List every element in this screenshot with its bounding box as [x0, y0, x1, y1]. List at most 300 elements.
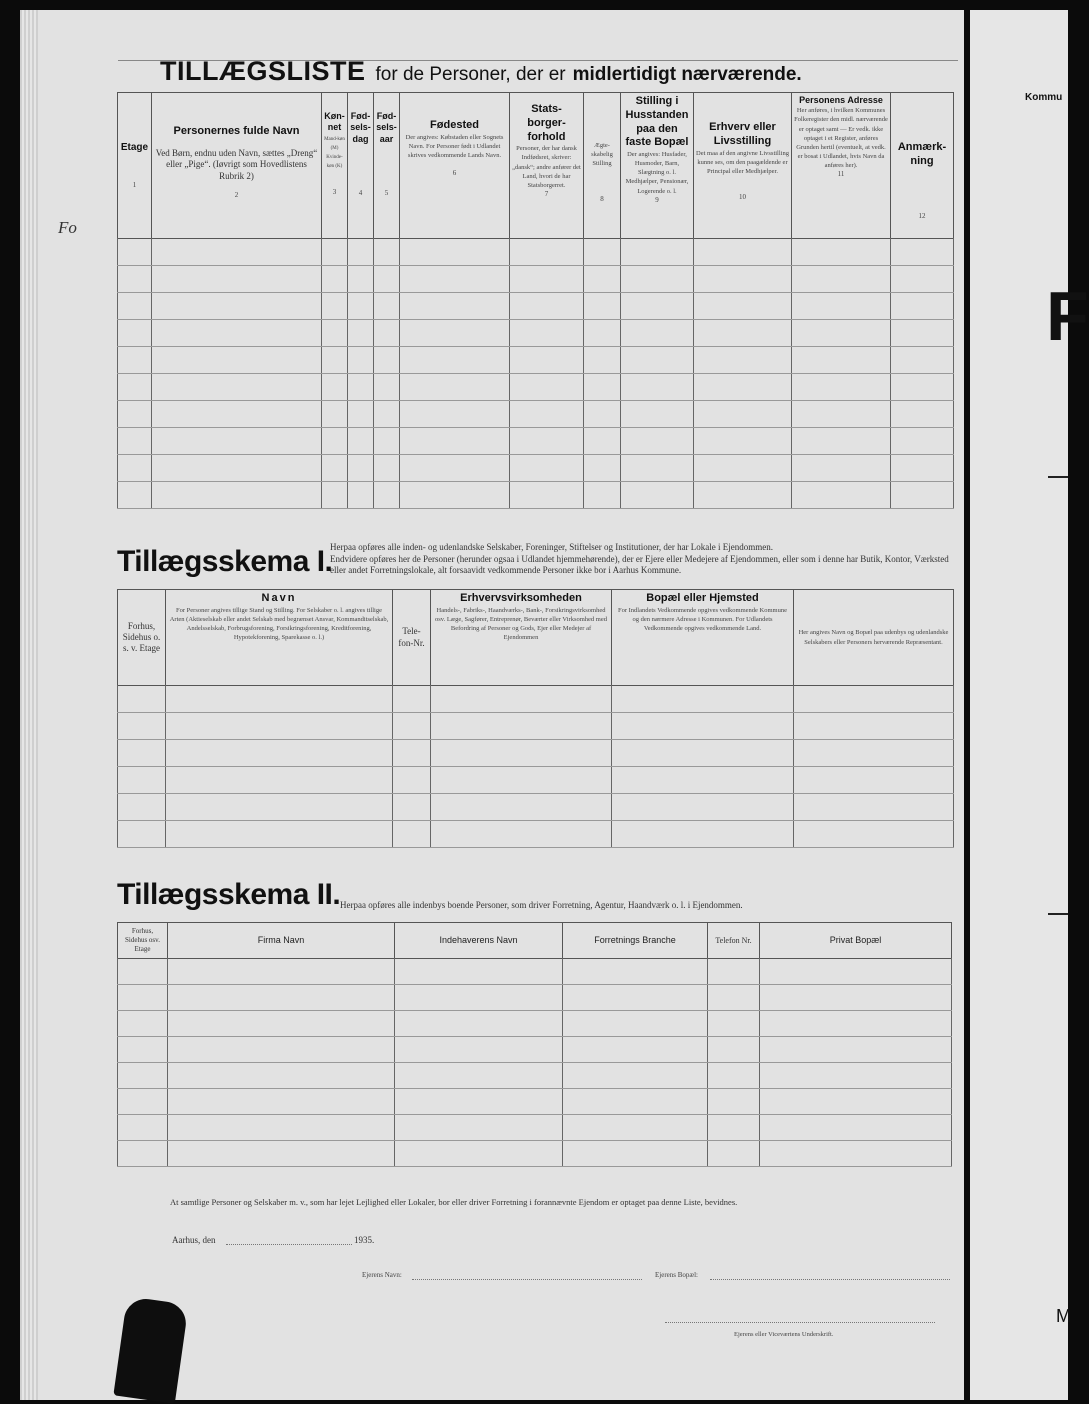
- list-row: [118, 481, 954, 508]
- skema2-cell[interactable]: [760, 1088, 952, 1114]
- list-cell[interactable]: [510, 427, 584, 454]
- owner-name-field[interactable]: [412, 1279, 642, 1280]
- skema2-cell[interactable]: [563, 1140, 708, 1166]
- list-cell[interactable]: [621, 400, 694, 427]
- col-head-erhverv: Erhverv eller Livsstilling: [709, 121, 776, 147]
- skema1-cell[interactable]: [393, 793, 431, 820]
- list-cell[interactable]: [584, 400, 621, 427]
- skema1-cell[interactable]: [431, 685, 612, 712]
- list-cell[interactable]: [891, 373, 954, 400]
- skema2-cell[interactable]: [118, 1114, 168, 1140]
- list-cell[interactable]: [348, 346, 374, 373]
- skema1-cell[interactable]: [612, 739, 794, 766]
- skema1-cell[interactable]: [393, 685, 431, 712]
- skema2-cell[interactable]: [563, 984, 708, 1010]
- skema2-table: [117, 922, 952, 959]
- skema1-cell[interactable]: [166, 820, 393, 847]
- list-cell[interactable]: [584, 238, 621, 265]
- list-cell[interactable]: [694, 427, 792, 454]
- margin-handwriting: Fo: [58, 218, 77, 237]
- skema2-cell[interactable]: [118, 958, 168, 984]
- list-cell[interactable]: [348, 454, 374, 481]
- list-cell[interactable]: [322, 346, 348, 373]
- list-cell[interactable]: [118, 265, 152, 292]
- title-rest-bold: midlertidigt nærværende.: [572, 64, 802, 85]
- skema2-cell[interactable]: [760, 1062, 952, 1088]
- list-row-grid: [117, 238, 954, 509]
- list-cell[interactable]: [118, 427, 152, 454]
- skema1-cell[interactable]: [794, 766, 954, 793]
- list-cell[interactable]: [152, 373, 322, 400]
- list-cell[interactable]: [400, 454, 510, 481]
- list-cell[interactable]: [891, 265, 954, 292]
- skema1-header-row: [118, 590, 954, 686]
- skema1-cell[interactable]: [794, 685, 954, 712]
- skema1-title-text: Tillægsskema I.: [117, 545, 333, 578]
- facing-page-label: Kommu: [1025, 92, 1063, 103]
- skema1-cell[interactable]: [612, 820, 794, 847]
- skema1-note-repraesentant: Her angives Navn og Bopæl paa udenbys og udenlandske Selskabers eller Personers herværende Repræsentant.: [798, 629, 949, 646]
- list-cell[interactable]: [891, 454, 954, 481]
- list-cell[interactable]: [694, 454, 792, 481]
- skema1-cell[interactable]: [794, 739, 954, 766]
- list-cell[interactable]: [400, 427, 510, 454]
- col-number: 6: [452, 168, 457, 177]
- skema1-intro: [330, 542, 955, 577]
- skema1-note-bopael: For Indlandets Vedkommende opgives vedkommende Kommune og den nærmere Adresse i Kommunen. For Udlandets Vedkommende opgives vedkommende Land.: [617, 606, 788, 632]
- skema2-col-telefon: Telefon Nr.: [715, 935, 752, 945]
- list-cell[interactable]: [374, 481, 400, 508]
- skema1-cell[interactable]: [612, 793, 794, 820]
- list-cell[interactable]: [322, 373, 348, 400]
- skema2-cell[interactable]: [708, 1088, 760, 1114]
- list-cell[interactable]: [322, 319, 348, 346]
- skema2-cell[interactable]: [118, 1062, 168, 1088]
- list-row: [118, 292, 954, 319]
- skema2-cell[interactable]: [168, 958, 395, 984]
- list-cell[interactable]: [792, 427, 891, 454]
- skema1-cell[interactable]: [118, 793, 166, 820]
- skema2-cell[interactable]: [760, 984, 952, 1010]
- list-cell[interactable]: [374, 292, 400, 319]
- skema1-cell[interactable]: [431, 712, 612, 739]
- skema2-cell[interactable]: [563, 958, 708, 984]
- skema1-cell[interactable]: [393, 766, 431, 793]
- skema2-col-bopael: Privat Bopæl: [829, 934, 882, 945]
- list-cell[interactable]: [694, 238, 792, 265]
- list-cell[interactable]: [348, 265, 374, 292]
- skema2-cell[interactable]: [118, 1140, 168, 1166]
- skema1-cell[interactable]: [431, 820, 612, 847]
- list-cell[interactable]: [400, 373, 510, 400]
- list-cell[interactable]: [400, 265, 510, 292]
- skema1-cell[interactable]: [118, 820, 166, 847]
- list-cell[interactable]: [374, 346, 400, 373]
- list-cell[interactable]: [400, 238, 510, 265]
- skema1-cell[interactable]: [393, 820, 431, 847]
- col-number: 5: [384, 188, 389, 197]
- place-date-label: Aarhus, den: [172, 1235, 216, 1245]
- list-cell[interactable]: [374, 454, 400, 481]
- skema2-intro: Herpaa opføres alle indenbys boende Personer, som driver Forretning, Agentur, Haandværk o. l. i Ejendommen.: [340, 900, 743, 910]
- list-cell[interactable]: [792, 346, 891, 373]
- list-cell[interactable]: [322, 265, 348, 292]
- skema2-cell[interactable]: [708, 1010, 760, 1036]
- skema2-col-branche: Forretnings Branche: [594, 934, 676, 945]
- skema2-row: [118, 1140, 952, 1166]
- col-number: 7: [544, 189, 549, 198]
- skema2-cell[interactable]: [395, 1010, 563, 1036]
- skema2-cell[interactable]: [760, 1010, 952, 1036]
- col-note-koen: Mand-køn (M) Kvinde-køn (K): [324, 136, 345, 170]
- list-cell[interactable]: [348, 427, 374, 454]
- list-cell[interactable]: [322, 427, 348, 454]
- skema2-col-firma: Firma Navn: [257, 934, 305, 945]
- skema2-cell[interactable]: [168, 1088, 395, 1114]
- skema1-row: [118, 712, 954, 739]
- skema2-cell[interactable]: [395, 958, 563, 984]
- skema1-intro-line1: Herpaa opføres alle inden- og udenlandske Selskaber, Foreninger, Stiftelser og Institutioner, der har Lokale i Ejendommen.: [330, 542, 774, 552]
- list-cell[interactable]: [621, 373, 694, 400]
- skema1-cell[interactable]: [794, 820, 954, 847]
- skema2-cell[interactable]: [168, 984, 395, 1010]
- list-cell[interactable]: [584, 454, 621, 481]
- list-cell[interactable]: [792, 481, 891, 508]
- skema1-cell[interactable]: [118, 685, 166, 712]
- list-cell[interactable]: [584, 373, 621, 400]
- col-head-foedselsdag: Fød-sels-dag: [350, 111, 371, 144]
- facing-page-letter: F: [1046, 277, 1089, 355]
- list-cell[interactable]: [891, 238, 954, 265]
- col-note-foedested: Der angives: Købstaden eller Sognets Navn. For Personer født i Udlandet skrives vedkommende Lands Navn.: [405, 133, 504, 159]
- skema2-cell[interactable]: [118, 984, 168, 1010]
- main-list-body: [117, 238, 953, 508]
- skema2-cell[interactable]: [760, 1140, 952, 1166]
- skema2-cell[interactable]: [708, 1140, 760, 1166]
- list-cell[interactable]: [891, 346, 954, 373]
- list-cell[interactable]: [400, 346, 510, 373]
- list-cell[interactable]: [400, 481, 510, 508]
- skema2-cell[interactable]: [563, 1062, 708, 1088]
- list-cell[interactable]: [694, 292, 792, 319]
- skema2-cell[interactable]: [563, 1114, 708, 1140]
- year-label: 1935.: [354, 1235, 375, 1245]
- list-cell[interactable]: [322, 454, 348, 481]
- col-head-statsborger: Stats-borger-forhold: [527, 103, 566, 143]
- list-cell[interactable]: [584, 265, 621, 292]
- skema2-cell[interactable]: [395, 1114, 563, 1140]
- skema2-cell[interactable]: [563, 1088, 708, 1114]
- list-cell[interactable]: [348, 319, 374, 346]
- skema1-col-bopael: Bopæl eller Hjemsted: [646, 592, 759, 604]
- col-number: 10: [739, 193, 746, 202]
- list-cell[interactable]: [694, 400, 792, 427]
- main-list-header-row: [118, 93, 954, 239]
- list-cell[interactable]: [374, 427, 400, 454]
- skema2-col-indehaver: Indehaverens Navn: [439, 934, 518, 945]
- list-cell[interactable]: [584, 346, 621, 373]
- list-cell[interactable]: [510, 292, 584, 319]
- list-cell[interactable]: [584, 427, 621, 454]
- skema2-cell[interactable]: [395, 984, 563, 1010]
- list-cell[interactable]: [322, 238, 348, 265]
- list-cell[interactable]: [510, 373, 584, 400]
- skema2-cell[interactable]: [168, 1062, 395, 1088]
- list-row: [118, 346, 954, 373]
- list-cell[interactable]: [891, 481, 954, 508]
- list-cell[interactable]: [374, 238, 400, 265]
- skema2-cell[interactable]: [395, 1088, 563, 1114]
- col-note-stilling: Der angives: Husfader, Husmoder, Barn, Slægtning o. l. Medhjælper, Pensionær, Logerende o. l.: [625, 151, 689, 195]
- list-row: [118, 319, 954, 346]
- col-number: 8: [600, 194, 604, 203]
- attestation-text: At samtlige Personer og Selskaber m. v., som har lejet Lejlighed eller Lokaler, bor eller driver Forretning i forannævnte Ejendom er optaget paa denne Liste, bevidnes.: [170, 1197, 738, 1207]
- list-cell[interactable]: [374, 400, 400, 427]
- col-note-statsborger: Personer, der har dansk Indfødsret, skriver: „dansk“; andre anfører det Land, hvori de har Statsborgerret.: [512, 145, 581, 189]
- skema1-body: [117, 685, 953, 847]
- list-row: [118, 427, 954, 454]
- skema1-title: [117, 538, 332, 580]
- skema1-cell[interactable]: [118, 739, 166, 766]
- skema1-col-navn: Navn: [261, 592, 297, 604]
- list-cell[interactable]: [152, 427, 322, 454]
- skema2-cell[interactable]: [395, 1062, 563, 1088]
- col-head-anmaerkning: Anmærk-ning: [897, 141, 947, 167]
- skema2-cell[interactable]: [168, 1036, 395, 1062]
- list-cell[interactable]: [792, 238, 891, 265]
- list-cell[interactable]: [510, 346, 584, 373]
- list-cell[interactable]: [152, 346, 322, 373]
- skema2-cell[interactable]: [708, 958, 760, 984]
- list-row: [118, 265, 954, 292]
- skema1-col-etage: Forhus, Sidehus o. s. v. Etage: [122, 620, 161, 654]
- skema1-note-erhverv: Handels-, Fabriks-, Haandværks-, Bank-, Forsikringsvirksomhed osv. Læge, Sagfører, Entreprenør, Beværter eller Virksomhed med Befordring af Personer og Gods, Ejer eller Medejer af Ejendommen: [434, 606, 607, 642]
- list-cell[interactable]: [118, 454, 152, 481]
- list-cell[interactable]: [152, 238, 322, 265]
- list-cell[interactable]: [621, 238, 694, 265]
- list-cell[interactable]: [348, 400, 374, 427]
- list-cell[interactable]: [891, 400, 954, 427]
- skema2-cell[interactable]: [760, 958, 952, 984]
- skema2-cell[interactable]: [708, 1062, 760, 1088]
- skema2-title: [117, 878, 340, 912]
- list-cell[interactable]: [348, 481, 374, 508]
- list-cell[interactable]: [400, 292, 510, 319]
- list-cell[interactable]: [584, 292, 621, 319]
- skema1-cell[interactable]: [166, 712, 393, 739]
- list-cell[interactable]: [374, 373, 400, 400]
- list-cell[interactable]: [891, 292, 954, 319]
- owner-name-label: Ejerens Navn:: [362, 1271, 402, 1279]
- list-cell[interactable]: [322, 481, 348, 508]
- list-cell[interactable]: [694, 265, 792, 292]
- list-cell[interactable]: [584, 319, 621, 346]
- list-cell[interactable]: [322, 400, 348, 427]
- list-cell[interactable]: [118, 346, 152, 373]
- skema1-cell[interactable]: [166, 766, 393, 793]
- col-note-aegteskab: Ægte-skabelig Stilling: [591, 142, 613, 168]
- col-number: 2: [234, 191, 239, 200]
- skema2-cell[interactable]: [118, 1036, 168, 1062]
- date-field[interactable]: [226, 1244, 352, 1245]
- list-cell[interactable]: [891, 319, 954, 346]
- skema1-row: [118, 793, 954, 820]
- list-cell[interactable]: [621, 427, 694, 454]
- list-cell[interactable]: [621, 319, 694, 346]
- col-number: 11: [837, 170, 845, 179]
- skema1-intro-line2: Endvidere opføres her de Personer (herunder ogsaa i Udlandet hjemmehørende), der er Ejere eller Medejere af Ejendommen, eller som i denne har Butik, Kontor, Værksted eller andet Forretningslokale, alt forsaavidt vedkommende Personer ikke bor i Aarhus Kommune.: [330, 553, 949, 576]
- list-cell[interactable]: [118, 400, 152, 427]
- list-cell[interactable]: [322, 292, 348, 319]
- skema1-cell[interactable]: [794, 793, 954, 820]
- list-cell[interactable]: [621, 346, 694, 373]
- skema2-cell[interactable]: [760, 1036, 952, 1062]
- list-cell[interactable]: [792, 454, 891, 481]
- skema1-cell[interactable]: [393, 739, 431, 766]
- col-head-etage: Etage: [120, 141, 149, 153]
- list-cell[interactable]: [694, 319, 792, 346]
- list-cell[interactable]: [694, 373, 792, 400]
- col-note-adresse: Her anføres, i hvilken Kommunes Folkeregister den midl. nærværende er optaget samt — Er vedk. ikke optaget i et Register, anføres Grunden hertil (eventuelt, at vedk. er bosat i Udlandet, hvis Navn da anføres her).: [794, 107, 888, 169]
- col-number: 12: [918, 212, 926, 221]
- skema2-cell[interactable]: [708, 1114, 760, 1140]
- list-cell[interactable]: [118, 238, 152, 265]
- facing-page-rule: [1048, 476, 1068, 478]
- list-cell[interactable]: [374, 319, 400, 346]
- list-cell[interactable]: [152, 481, 322, 508]
- owner-address-label: Ejerens Bopæl:: [655, 1271, 698, 1279]
- list-cell[interactable]: [400, 319, 510, 346]
- col-head-foedselsaar: Fød-sels-aar: [376, 111, 397, 144]
- skema2-col-etage: Forhus, Sidehus osv. Etage: [125, 927, 160, 953]
- skema2-cell[interactable]: [168, 1140, 395, 1166]
- list-cell[interactable]: [152, 400, 322, 427]
- page-title: [160, 56, 802, 87]
- list-cell[interactable]: [118, 319, 152, 346]
- list-cell[interactable]: [348, 373, 374, 400]
- list-cell[interactable]: [792, 292, 891, 319]
- skema1-cell[interactable]: [118, 766, 166, 793]
- skema1-cell[interactable]: [431, 766, 612, 793]
- skema1-row: [118, 685, 954, 712]
- skema1-row-grid: [117, 685, 954, 848]
- skema1-table: [117, 589, 954, 686]
- skema2-cell[interactable]: [708, 1036, 760, 1062]
- skema1-cell[interactable]: [166, 793, 393, 820]
- list-cell[interactable]: [694, 481, 792, 508]
- col-head-stilling: Stilling i Husstanden paa den faste Bopæl: [625, 95, 689, 149]
- skema1-cell[interactable]: [794, 712, 954, 739]
- list-cell[interactable]: [621, 265, 694, 292]
- signature-field[interactable]: [665, 1322, 935, 1323]
- skema1-cell[interactable]: [612, 712, 794, 739]
- list-cell[interactable]: [348, 238, 374, 265]
- skema1-note-navn: For Personer angives tillige Stand og Stilling. For Selskaber o. l. angives tillige Arten (Aktieselskab eller andet Selskab med begrænset Ansvar, Kommanditselskab, Andelsselskab, Forbrugsforening, Forsikringsforening, Kreditforening, Hypotekforening, Sparekasse o. l.): [169, 606, 389, 642]
- skema2-row: [118, 1114, 952, 1140]
- col-head-koen: Køn-net: [324, 111, 345, 133]
- col-head-name: Personernes fulde Navn: [173, 125, 300, 137]
- skema2-cell[interactable]: [395, 1036, 563, 1062]
- skema1-cell[interactable]: [431, 793, 612, 820]
- list-cell[interactable]: [510, 319, 584, 346]
- list-cell[interactable]: [118, 481, 152, 508]
- list-cell[interactable]: [118, 373, 152, 400]
- list-cell[interactable]: [152, 319, 322, 346]
- skema1-cell[interactable]: [612, 685, 794, 712]
- skema2-cell[interactable]: [118, 1088, 168, 1114]
- list-cell[interactable]: [152, 292, 322, 319]
- list-cell[interactable]: [510, 238, 584, 265]
- signature-label: Ejerens eller Viceværtens Underskrift.: [734, 1331, 834, 1338]
- list-cell[interactable]: [694, 346, 792, 373]
- skema2-row: [118, 984, 952, 1010]
- skema2-cell[interactable]: [708, 984, 760, 1010]
- skema1-cell[interactable]: [166, 739, 393, 766]
- skema2-cell[interactable]: [395, 1140, 563, 1166]
- list-cell[interactable]: [584, 481, 621, 508]
- skema1-cell[interactable]: [166, 685, 393, 712]
- col-number: 1: [132, 180, 137, 189]
- list-cell[interactable]: [621, 454, 694, 481]
- list-cell[interactable]: [792, 319, 891, 346]
- list-cell[interactable]: [510, 481, 584, 508]
- page-stack-edge: [20, 10, 38, 1400]
- col-head-foedested: Fødested: [430, 119, 479, 131]
- skema2-cell[interactable]: [563, 1036, 708, 1062]
- skema2-cell[interactable]: [168, 1010, 395, 1036]
- skema2-cell[interactable]: [760, 1114, 952, 1140]
- list-cell[interactable]: [792, 265, 891, 292]
- skema1-col-erhverv: Erhvervsvirksomheden: [460, 592, 582, 604]
- list-cell[interactable]: [510, 400, 584, 427]
- list-row: [118, 400, 954, 427]
- title-rest: for de Personer, der er: [375, 64, 566, 85]
- list-cell[interactable]: [400, 400, 510, 427]
- list-row: [118, 373, 954, 400]
- list-cell[interactable]: [510, 454, 584, 481]
- col-note-name: Ved Børn, endnu uden Navn, sættes „Dreng“ eller „Pige“. (Iøvrigt som Hovedlistens Rubrik 2): [155, 147, 318, 181]
- col-number: 3: [332, 188, 337, 196]
- list-cell[interactable]: [792, 400, 891, 427]
- skema2-cell[interactable]: [563, 1010, 708, 1036]
- list-cell[interactable]: [792, 373, 891, 400]
- skema1-row: [118, 820, 954, 847]
- list-cell[interactable]: [118, 292, 152, 319]
- list-cell[interactable]: [621, 292, 694, 319]
- col-head-adresse: Personens Adresse: [799, 95, 883, 105]
- facing-page-rule: [1048, 913, 1068, 915]
- list-cell[interactable]: [152, 265, 322, 292]
- skema2-cell[interactable]: [118, 1010, 168, 1036]
- skema1-row: [118, 739, 954, 766]
- skema2-row: [118, 1088, 952, 1114]
- skema2-row: [118, 1010, 952, 1036]
- col-number: 4: [358, 188, 363, 197]
- list-cell[interactable]: [348, 292, 374, 319]
- skema2-cell[interactable]: [168, 1114, 395, 1140]
- skema1-row: [118, 766, 954, 793]
- skema1-cell[interactable]: [118, 712, 166, 739]
- skema1-cell[interactable]: [431, 739, 612, 766]
- owner-address-field[interactable]: [710, 1279, 950, 1280]
- list-cell[interactable]: [891, 427, 954, 454]
- list-cell[interactable]: [510, 265, 584, 292]
- skema1-cell[interactable]: [393, 712, 431, 739]
- list-cell[interactable]: [374, 265, 400, 292]
- list-cell[interactable]: [621, 481, 694, 508]
- list-cell[interactable]: [152, 454, 322, 481]
- skema1-cell[interactable]: [612, 766, 794, 793]
